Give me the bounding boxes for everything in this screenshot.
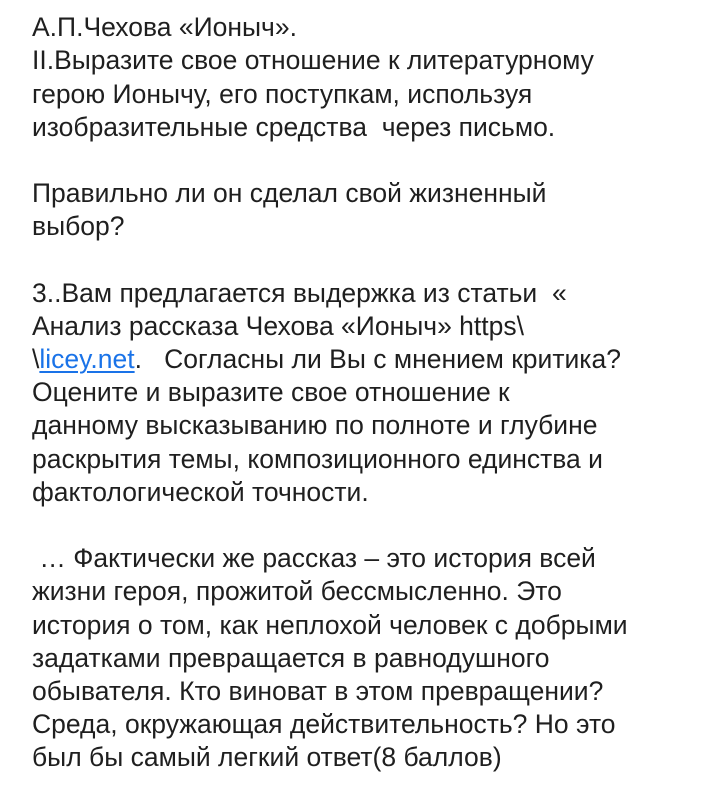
text-line: фактологической точности. (32, 476, 369, 507)
text-line: был бы самый легкий ответ(8 баллов) (32, 742, 502, 773)
text-line: раскрытия темы, композиционного единства и (32, 443, 603, 474)
text-line: изобразительные средства через письмо. (32, 111, 556, 142)
paragraph-gap (32, 509, 712, 542)
text-line: Правильно ли он сделал свой жизненный (32, 178, 547, 209)
text-line: II.Выразите свое отношение к литературному (32, 45, 594, 76)
text-line: история о том, как неплохой человек с добрыми (32, 609, 628, 640)
text-line: жизни героя, прожитой бессмысленно. Это (32, 576, 562, 607)
licey-link[interactable]: licey.net (39, 344, 135, 375)
text-line: задатками превращается в равнодушного (32, 642, 550, 673)
text-line: Анализ рассказа Чехова «Ионыч» https\ (32, 310, 524, 341)
paragraph-gap (32, 244, 712, 277)
text-line: Среда, окружающая действительность? Но это (32, 709, 616, 740)
paragraph-gap (32, 144, 712, 177)
message-text (32, 0, 712, 775)
text-line: герою Ионычу, его поступкам, используя (32, 78, 533, 109)
text-line: 3..Вам предлагается выдержка из статьи « (32, 277, 567, 308)
text-line (32, 0, 712, 11)
text-line: … Фактически же рассказ – это история всей (32, 543, 596, 574)
text-line-with-link (32, 343, 712, 376)
text-fragment: \ (32, 344, 40, 375)
text-fragment: . Согласны ли Вы с мнением критика? (134, 344, 621, 375)
text-line: А.П.Чехова «Ионыч». (32, 12, 297, 43)
text-line: данному высказыванию по полноте и глубине (32, 410, 598, 441)
text-line: выбор? (32, 211, 125, 242)
text-line: Оцените и выразите свое отношение к (32, 377, 510, 408)
text-line: обывателя. Кто виноват в этом превращении? (32, 675, 604, 706)
